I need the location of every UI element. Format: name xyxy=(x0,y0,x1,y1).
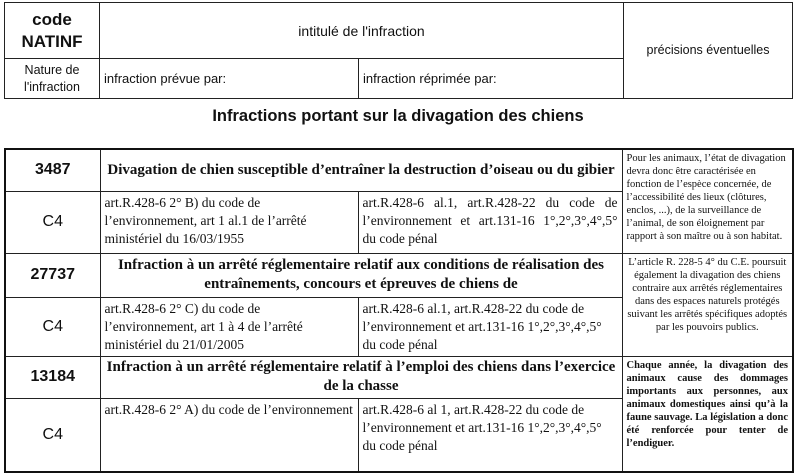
nature-class: C4 xyxy=(5,191,100,253)
infraction-row xyxy=(5,356,793,398)
prevue-par: art.R.428-6 2° C) du code de l’environnement, art 1 à 4 de l’arrêté ministériel du 21/01/2005 xyxy=(100,297,358,356)
infraction-intitule: Infraction à un arrêté réglementaire relatif à l’emploi des chiens dans l’exercice de la chasse xyxy=(100,356,622,398)
header-code-label: code NATINF xyxy=(5,3,100,59)
nature-class: C4 xyxy=(5,398,100,472)
header-precisions-label: précisions éventuelles xyxy=(624,3,793,99)
infraction-intitule: Infraction à un arrêté réglementaire relatif aux conditions de réalisation des entraînements, concours et épreuves de chiens de xyxy=(100,253,622,297)
reprimee-par: art.R.428-6 al 1, art.R.428-22 du code de l’environnement et art.131-16 1°,2°,3°,4°,5° du code pénal xyxy=(358,398,622,472)
header-reprimee-label: infraction réprimée par: xyxy=(359,59,624,99)
infractions-table xyxy=(4,148,794,473)
infraction-row xyxy=(5,253,793,297)
precision-note: L’article R. 228-5 4° du C.E. poursuit également la divagation des chiens contraire aux arrêtés réglementaires dans des espaces naturels protégés suivant les arrêtés spécifiques adoptés par les pouvoirs publics. xyxy=(622,253,793,356)
nature-class: C4 xyxy=(5,297,100,356)
natinf-code: 27737 xyxy=(5,253,100,297)
header-prevue-label: infraction prévue par: xyxy=(100,59,359,99)
section-title: Infractions portant sur la divagation des chiens xyxy=(212,107,584,125)
prevue-par: art.R.428-6 2° B) du code de l’environnement, art 1 al.1 de l’arrêté ministériel du 16/03/1955 xyxy=(100,191,358,253)
header-table xyxy=(4,2,793,99)
natinf-code: 3487 xyxy=(5,149,100,191)
header-intitule-label: intitulé de l'infraction xyxy=(100,3,624,59)
precision-note: Chaque année, la divagation des animaux cause des dommages importants aux personnes, aux animaux domestiques ainsi qu’à la faune sauvage. La législation a donc été renforcée pour tenter de l’endiguer. xyxy=(622,356,793,472)
reprimee-par: art.R.428-6 al.1, art.R.428-22 du code de l’environnement et art.131-16 1°,2°,3°,4°,5° du code pénal xyxy=(358,297,622,356)
precision-note: Pour les animaux, l’état de divagation devra donc être caractérisée en fonction de l’espèce concernée, de l’accessibilité des lieux (clôtures, enclos, ...), de la surveillance de l’animal, de son éloignement par rapport à son maître ou à son habitat. xyxy=(622,149,793,253)
header-nature-label: Nature de l'infraction xyxy=(5,59,100,99)
reprimee-par: art.R.428-6 al.1, art.R.428-22 du code de l’environnement et art.131-16 1°,2°,3°,4°,5° du code pénal xyxy=(358,191,622,253)
infraction-intitule: Divagation de chien susceptible d’entraîner la destruction d’oiseau ou du gibier xyxy=(100,149,622,191)
prevue-par: art.R.428-6 2° A) du code de l’environnement xyxy=(100,398,358,472)
natinf-code: 13184 xyxy=(5,356,100,398)
infraction-row xyxy=(5,149,793,191)
